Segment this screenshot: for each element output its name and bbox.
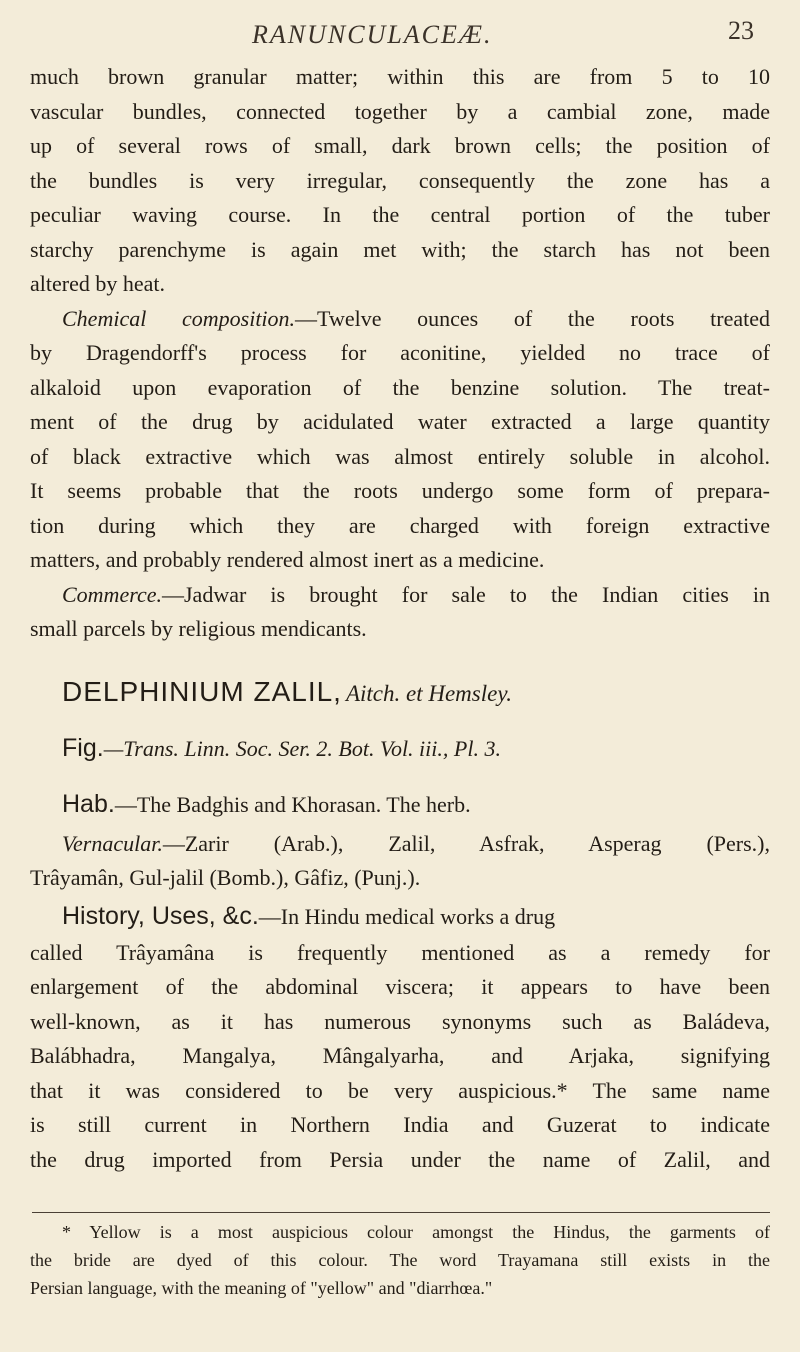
text-line: called Trâyamâna is frequently mentioned as a remedy for [30, 939, 770, 965]
footnote-divider [32, 1212, 770, 1213]
spacer [30, 771, 770, 781]
page-number: 23 [728, 16, 754, 45]
text-run: —Zarir (Arab.), Zalil, Asfrak, Asperag (Pers.), [162, 830, 770, 856]
species-authors: Aitch. et Hemsley. [345, 680, 513, 706]
body-text [30, 60, 770, 1177]
running-title: RANUNCULACEÆ. [252, 20, 493, 49]
text-run: —Jadwar is brought for sale to the Indian cities in [162, 581, 770, 607]
text-line: small parcels by religious mendicants. [30, 616, 367, 641]
text-line: the bundles is very irregular, consequently the zone has a [30, 167, 770, 193]
chemical-composition-label: Chemical composition. [62, 305, 296, 331]
fig-ref: —Trans. Linn. Soc. Ser. 2. Bot. Vol. iii., Pl. 3. [103, 735, 501, 761]
commerce-label: Commerce. [62, 581, 162, 607]
text-line: altered by heat. [30, 271, 165, 296]
vernacular-first-line [30, 827, 770, 862]
footnote-line: Persian language, with the meaning of "yellow" and "diarrhœa." [30, 1278, 493, 1298]
text-line: up of several rows of small, dark brown cells; the position of [30, 133, 770, 158]
text-line: ment of the drug by acidulated water extracted a large quantity [30, 409, 770, 434]
spacer [30, 647, 770, 669]
text-line: matters, and probably rendered almost inert as a medicine. [30, 547, 545, 572]
fig-label: Fig. [62, 733, 104, 762]
text-line: by Dragendorff's process for aconitine, yielded no trace of [30, 340, 770, 365]
text-line: that it was considered to be very auspicious.* The same name [30, 1077, 770, 1103]
text-line: vascular bundles, connected together by a cambial zone, made [30, 98, 770, 124]
text-line: well-known, as it has numerous synonyms such as Baládeva, [30, 1008, 770, 1034]
chemical-composition-first-line [30, 302, 770, 337]
text-line: is still current in Northern India and Guzerat to indicate [30, 1112, 770, 1137]
text-line: Trâyamân, Gul-jalil (Bomb.), Gâfiz, (Punj.). [30, 865, 421, 890]
history-first-line [30, 896, 770, 936]
vernacular-label: Vernacular. [62, 830, 163, 856]
species-name: DELPHINIUM ZALIL, [62, 675, 342, 707]
text-line: It seems probable that the roots undergo some form of prepara- [30, 478, 770, 503]
text-run: —Twelve ounces of the roots treated [295, 305, 770, 331]
text-run: —In Hindu medical works a drug [258, 903, 556, 929]
spacer [30, 715, 770, 725]
species-heading [30, 669, 770, 715]
footnote-line: the bride are dyed of this colour. The word Trayamana still exists in the [30, 1250, 770, 1270]
text-line: much brown granular matter; within this are from 5 to 10 [30, 64, 770, 89]
habitat-line [30, 781, 770, 827]
hab-text: —The Badghis and Khorasan. The herb. [114, 791, 471, 817]
commerce-first-line [30, 578, 770, 613]
text-line: alkaloid upon evaporation of the benzine solution. The treat- [30, 374, 770, 400]
text-line: peculiar waving course. In the central portion of the tuber [30, 202, 770, 227]
hab-label: Hab. [62, 789, 115, 818]
figure-reference [30, 725, 770, 771]
text-line: tion during which they are charged with foreign extractive [30, 512, 770, 538]
footnote-line: * Yellow is a most auspicious colour amongst the Hindus, the garments of [62, 1222, 770, 1242]
text-line: enlargement of the abdominal viscera; it appears to have been [30, 974, 770, 999]
running-head [0, 16, 800, 56]
text-line: starchy parenchyme is again met with; the starch has not been [30, 236, 770, 262]
text-line: the drug imported from Persia under the name of Zalil, and [30, 1146, 770, 1172]
history-label: History, Uses, &c. [62, 901, 259, 930]
footnote [30, 1218, 770, 1302]
text-line: of black extractive which was almost entirely soluble in alcohol. [30, 443, 770, 469]
text-line: Balábhadra, Mangalya, Mângalyarha, and Arjaka, signifying [30, 1043, 770, 1068]
